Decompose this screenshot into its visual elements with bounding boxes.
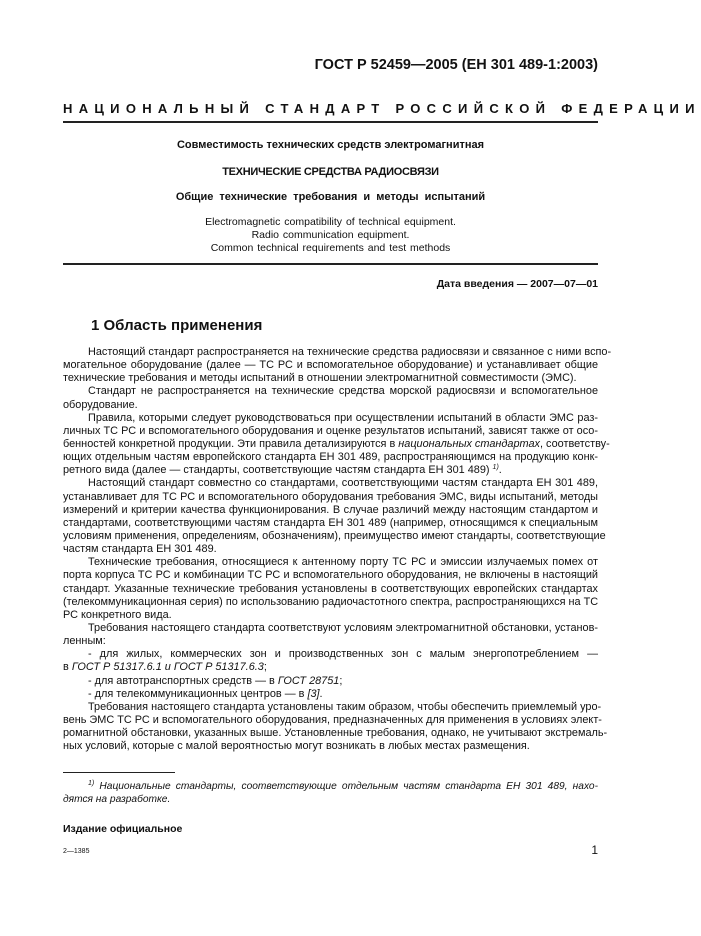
- footnote: [63, 780, 598, 806]
- text-line: РС конкретного вида.: [63, 608, 172, 621]
- list-item: - для телекоммуникационных центров — в [3].: [88, 687, 323, 700]
- title-line-1: Совместимость технических средств электромагнитная: [176, 139, 485, 151]
- print-code: 2—1385: [63, 848, 90, 855]
- text-line: ющих отдельным частям европейского стандарта ЕН 301 489, распространяющимся на продукцию конк-: [63, 451, 598, 464]
- header-rule: [63, 121, 598, 123]
- text-line: ретного вида (далее — стандарты, соответствующие частям стандарта ЕН 301 489) $^{1)}$.: [63, 464, 502, 477]
- text-line: стандартами, соответствующими частям стандарта ЕН 301 489 (например, относящимся к специальным: [63, 516, 598, 529]
- text-line: (телекоммуникационная серия) по использованию радиочастотного спектра, распространяющихся на ТС: [63, 595, 599, 608]
- text-line: Требования настоящего стандарта соответствуют условиям электромагнитной обстановки, установ-: [88, 621, 598, 634]
- text-line: ных условий, которые с малой вероятностью могут возникать в любых местах размещения.: [63, 740, 530, 753]
- english-title-3: Common technical requirements and test methods: [210, 242, 451, 254]
- introduction-date: Дата введения — 2007—07—01: [436, 278, 598, 290]
- list-item: - для автотранспортных средств — в ГОСТ 28751;: [88, 674, 343, 687]
- text-line: вень ЭМС ТС РС и вспомогательного оборудования, предназначенных для применения в условиях элект-: [63, 713, 602, 726]
- footnote-line: $^{1)}$ Национальные стандарты, соответствующие отдельным частям стандарта ЕН 301 489, нахо-: [88, 780, 598, 792]
- text-line: Стандарт не распространяется на технические средства морской радиосвязи и вспомогательное: [88, 385, 598, 398]
- title-line-2: ТЕХНИЧЕСКИЕ СРЕДСТВА РАДИОСВЯЗИ: [222, 166, 439, 178]
- section-title: 1 Область применения: [91, 317, 263, 334]
- text-line: Настоящий стандарт распространяется на технические средства радиосвязи и связанное с ними вспо-: [88, 346, 612, 358]
- text-line: Технические требования, относящиеся к антенному порту ТС РС и эмиссии излучаемых помех от: [88, 556, 598, 569]
- text-line: условиям применения, определениям, обозначениям), преимущество имеют стандарты, соответствующие: [63, 529, 606, 542]
- text-line: стандарт. Указанные технические требования установлены в соответствующих европейских стандартах: [63, 582, 598, 595]
- text-line: измерений и критерии качества функционирования. В случае различий между настоящим стандартом и: [63, 503, 598, 516]
- text-line: технические требования и методы испытаний в отношении электромагнитной совместимости (ЭМС).: [63, 372, 577, 385]
- text-line: устанавливает для ТС РС и вспомогательного оборудования требования ЭМС, виды испытаний, методы: [63, 490, 598, 503]
- footnote-line: дятся на разработке.: [63, 794, 171, 806]
- title-line-3: Общие технические требования и методы испытаний: [175, 191, 486, 203]
- english-title-1: Electromagnetic compatibility of technical equipment.: [205, 216, 456, 228]
- list-item: - для жилых, коммерческих зон и производственных зон с малым энергопотреблением —: [88, 648, 598, 661]
- english-title-2: Radio communication equipment.: [251, 229, 410, 241]
- footnote-mark: 1): [88, 780, 95, 787]
- text-line: Правила, которыми следует руководствоваться при осуществлении испытаний в области ЭМС раз-: [88, 411, 598, 424]
- text-line: порта корпуса ТС РС и комбинации ТС РС и вспомогательного оборудования, не включены в настоящий: [63, 569, 598, 582]
- text-line: ленным:: [63, 635, 106, 648]
- footnote-rule: [63, 772, 175, 773]
- official-edition: Издание официальное: [63, 823, 183, 835]
- page-number: 1: [591, 843, 598, 857]
- section-body: [63, 346, 612, 753]
- footnote-ref: 1): [492, 464, 499, 472]
- text-line: оборудование.: [63, 398, 138, 411]
- national-standard-heading: НАЦИОНАЛЬНЫЙ СТАНДАРТ РОССИЙСКОЙ ФЕДЕРАЦИИ: [63, 101, 701, 116]
- text-line: ромагнитной обстановки, указанных выше. Установленные требования, однако, не учитывают экстремаль-: [63, 727, 608, 740]
- title-rule: [63, 263, 598, 265]
- text-line: личных ТС РС и вспомогательного оборудования и оценке результатов испытаний, зависят также от осо-: [63, 424, 598, 437]
- text-line: частям стандарта ЕН 301 489.: [63, 543, 217, 556]
- text-line: могательное оборудование (далее — ТС РС и вспомогательное оборудование) и устанавливает общие: [63, 359, 598, 372]
- text-line: бенностей конкретной продукции. Эти правила детализируются в национальных стандартах, соответству-: [63, 437, 610, 450]
- text-line: Настоящий стандарт совместно со стандартами, соответствующими частям стандарта ЕН 301 489,: [88, 477, 598, 490]
- text-line: Требования настоящего стандарта установлены таким образом, чтобы обеспечить приемлемый уро-: [88, 700, 602, 713]
- list-item: в ГОСТ Р 51317.6.1 и ГОСТ Р 51317.6.3;: [63, 661, 267, 674]
- standard-code: ГОСТ Р 52459—2005 (ЕН 301 489-1:2003): [314, 57, 598, 73]
